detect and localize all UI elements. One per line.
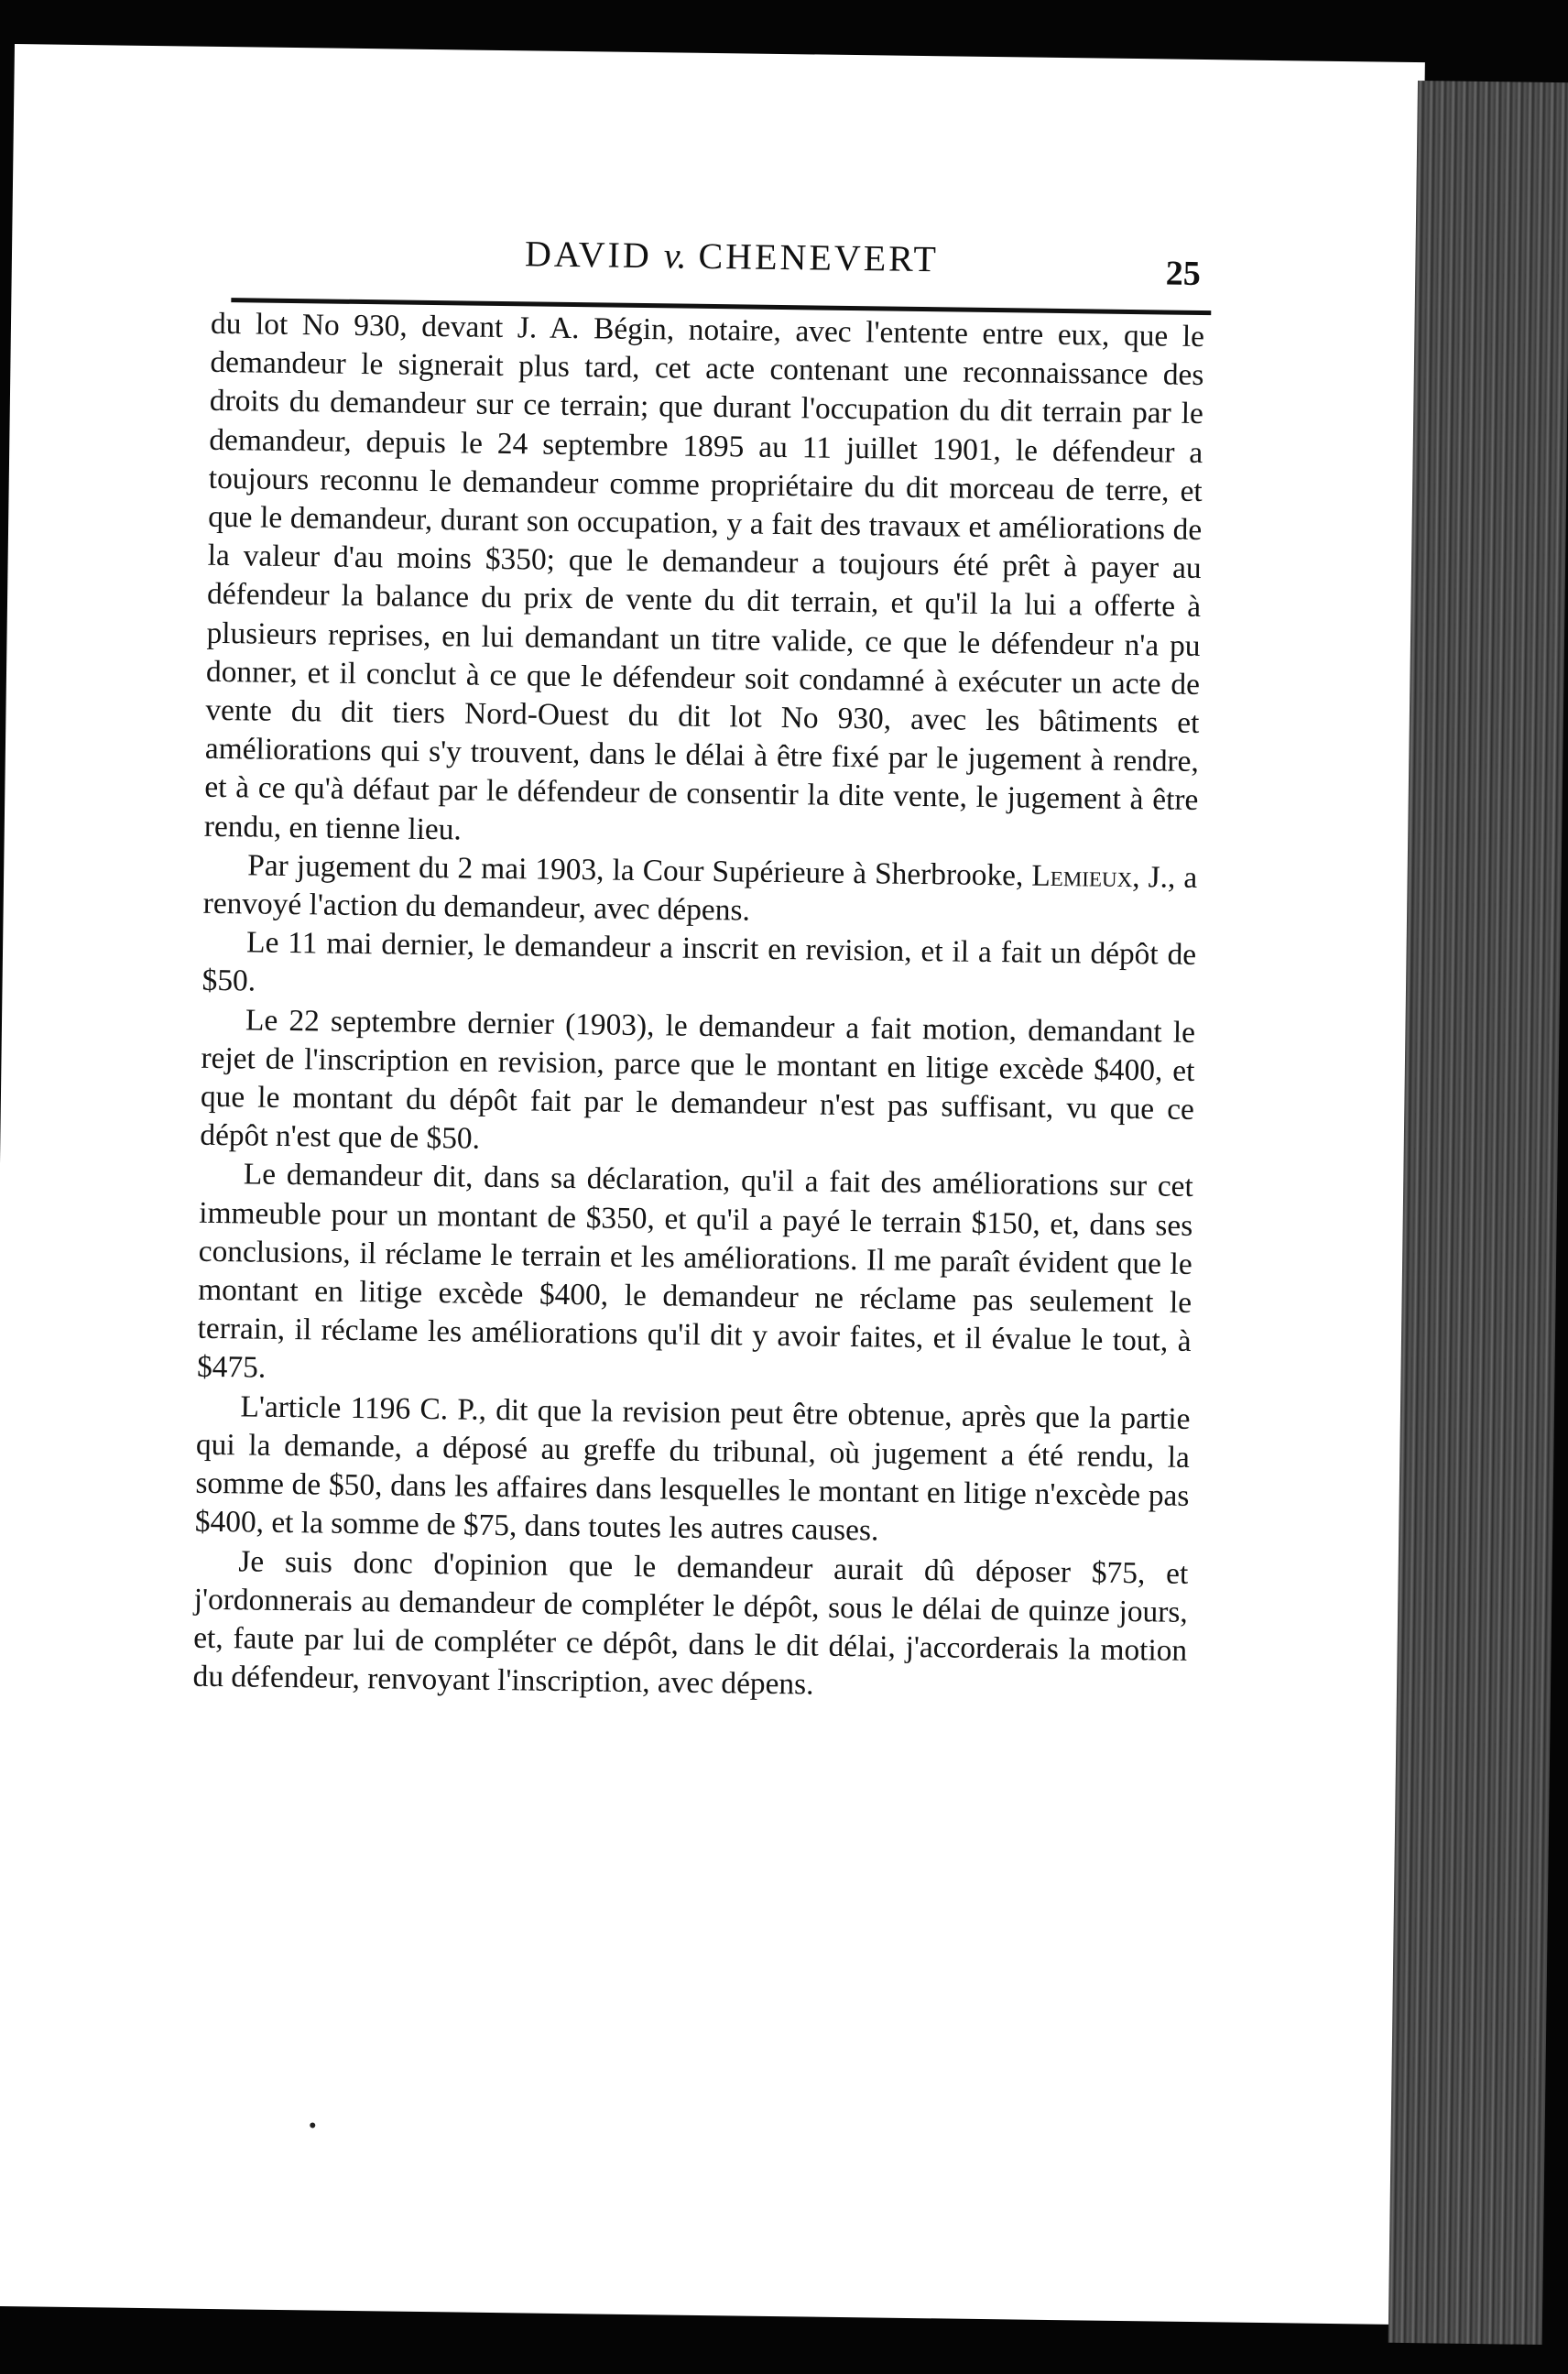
judge-name: Lemieux (1031, 858, 1133, 894)
running-head-party-2: CHENEVERT (698, 234, 940, 280)
paragraph-5: Le demandeur dit, dans sa déclaration, qu'il a fait des améliorations sur cet immeuble pour un montant de $350, et qu'il a payé le terrain $150, et, dans ses conclusions, il réclame le terrain et les améliorations. Il me paraît évident que le montant en litige excède $400, le demandeur ne réclame pas seulement le terrain, il réclame les améliorations qu'il dit y avoir faites, et il évalue le tout, à $475. (196, 1157, 1194, 1386)
paragraph-3: Le 11 mai dernier, le demandeur a inscrit en revision, et il a fait un dépôt de $50. (201, 925, 1197, 998)
paragraph-2-start: Par jugement du 2 mai 1903, la Cour Supérieure à Sherbrooke, (247, 848, 1024, 893)
page-number: 25 (1165, 254, 1202, 293)
paragraph-6: L'article 1196 C. P., dit que la revision peut être obtenue, après que la partie qui la demande, a déposé au greffe du tribunal, où jugement a été rendu, la somme de $50, dans les affaires dans lesquelles le montant en litige n'excède pas $400, et la somme de $75, dans toutes les autres causes. (194, 1389, 1191, 1548)
ink-speck (310, 2122, 315, 2128)
paragraph-1: du lot No 930, devant J. A. Bégin, notaire, avec l'entente entre eux, que le demandeur le signerait plus tard, cet acte contenant une reconnaissance des droits du demandeur sur ce terrain; que durant l'occupation du dit terrain par le demandeur, depuis le 24 septembre 1895 au 11 juillet 1901, le défendeur a toujours reconnu le demandeur comme propriétaire du dit morceau de terre, et que le demandeur, durant son occupation, y a fait des travaux et améliorations de la valeur d'au moins $350; que le demandeur a toujours été prêt à payer au défendeur la balance du prix de vente du dit terrain, et qu'il la lui a offerte à plusieurs reprises, en lui demandant un titre valide, ce que le défendeur n'a pu donner, et il conclut à ce que le défendeur soit condamné à exécuter un acte de vente du dit tiers Nord-Ouest du dit lot No 930, avec les bâtiments et améliorations qui s'y trouvent, dans le délai à être fixé par le jugement à rendre, et à ce qu'à défaut par le défendeur de consentir la dite vente, le jugement à être rendu, en tienne lieu. (203, 306, 1205, 847)
page-block-edge (1388, 81, 1568, 2345)
paragraph-4: Le 22 septembre dernier (1903), le demandeur a fait motion, demandant le rejet de l'inscription en revision, parce que le montant en litige excède $400, et que le montant du dépôt fait par le demandeur n'est pas suffisant, vu que ce dépôt n'est que de $50. (200, 1003, 1196, 1157)
paragraph-7: Je suis donc d'opinion que le demandeur aurait dû déposer $75, et j'ordonnerais au demandeur de compléter le dépôt, sous le délai de quinze jours, et, faute par lui de compléter ce dépôt, dans le dit délai, j'accorderais la motion du défendeur, renvoyant l'inscription, avec dépens. (192, 1543, 1189, 1702)
paragraph-2 (202, 846, 1197, 937)
running-head (525, 232, 939, 280)
book-page (0, 44, 1425, 2325)
running-head-party-1: DAVID (524, 233, 653, 277)
paragraph-2-end: , J., a renvoyé l'action du demandeur, avec dépens. (202, 859, 1198, 928)
running-head-versus: v. (663, 234, 687, 277)
body-text (192, 305, 1204, 1709)
